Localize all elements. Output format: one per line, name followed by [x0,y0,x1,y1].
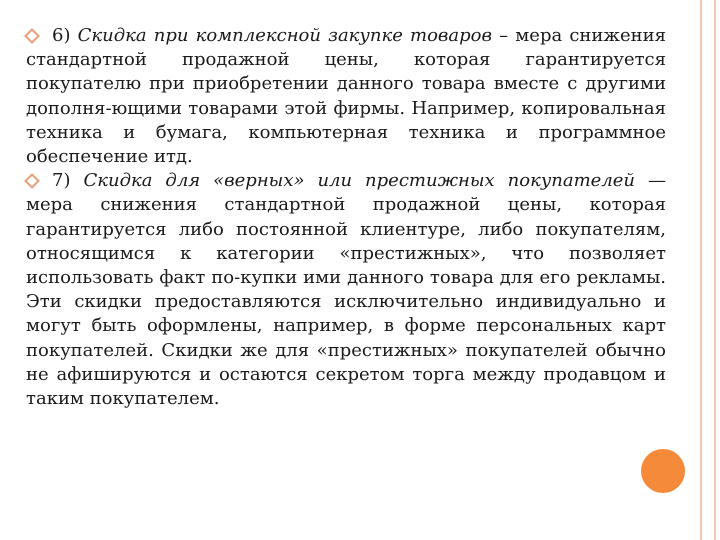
list-item-discount-6 [26,24,666,169]
item-body: — мера снижения стандартной продажной цены, которая гарантируется либо постоянной клиентуре, либо покупателям, относящимся к категории «престижных», что позволяет использовать факт по-купки ими данного товара для его рекламы. Эти скидки предоставляются исключительно индивидуально и могут быть оформлены, например, в форме персональных карт покупателей. Скидки же для «престижных» покупателей обычно не афишируются и остаются секретом торга между продавцом и таким покупателем. [26,170,666,410]
item-number: 7) [52,170,71,192]
decorative-orange-circle [641,449,685,493]
item-term: Скидка для «верных» или престижных покупателей [83,170,636,192]
open-diamond-bullet-icon [24,173,40,189]
list-item-discount-7 [26,169,666,411]
open-diamond-bullet-icon [24,28,40,44]
slide-frame-right-border [700,0,716,540]
item-number: 6) [52,25,71,46]
slide-content [26,24,666,411]
item-term: Скидка при комплексной закупке товаров [77,25,492,46]
item-body: – мера снижения стандартной продажной цены, которая гарантируется покупателю при приобретении данного товара вместе с другими дополня-ющими товарами этой фирмы. Например, копировальная техника и бумага, компьютерная техника и программное обеспечение итд. [26,25,666,168]
